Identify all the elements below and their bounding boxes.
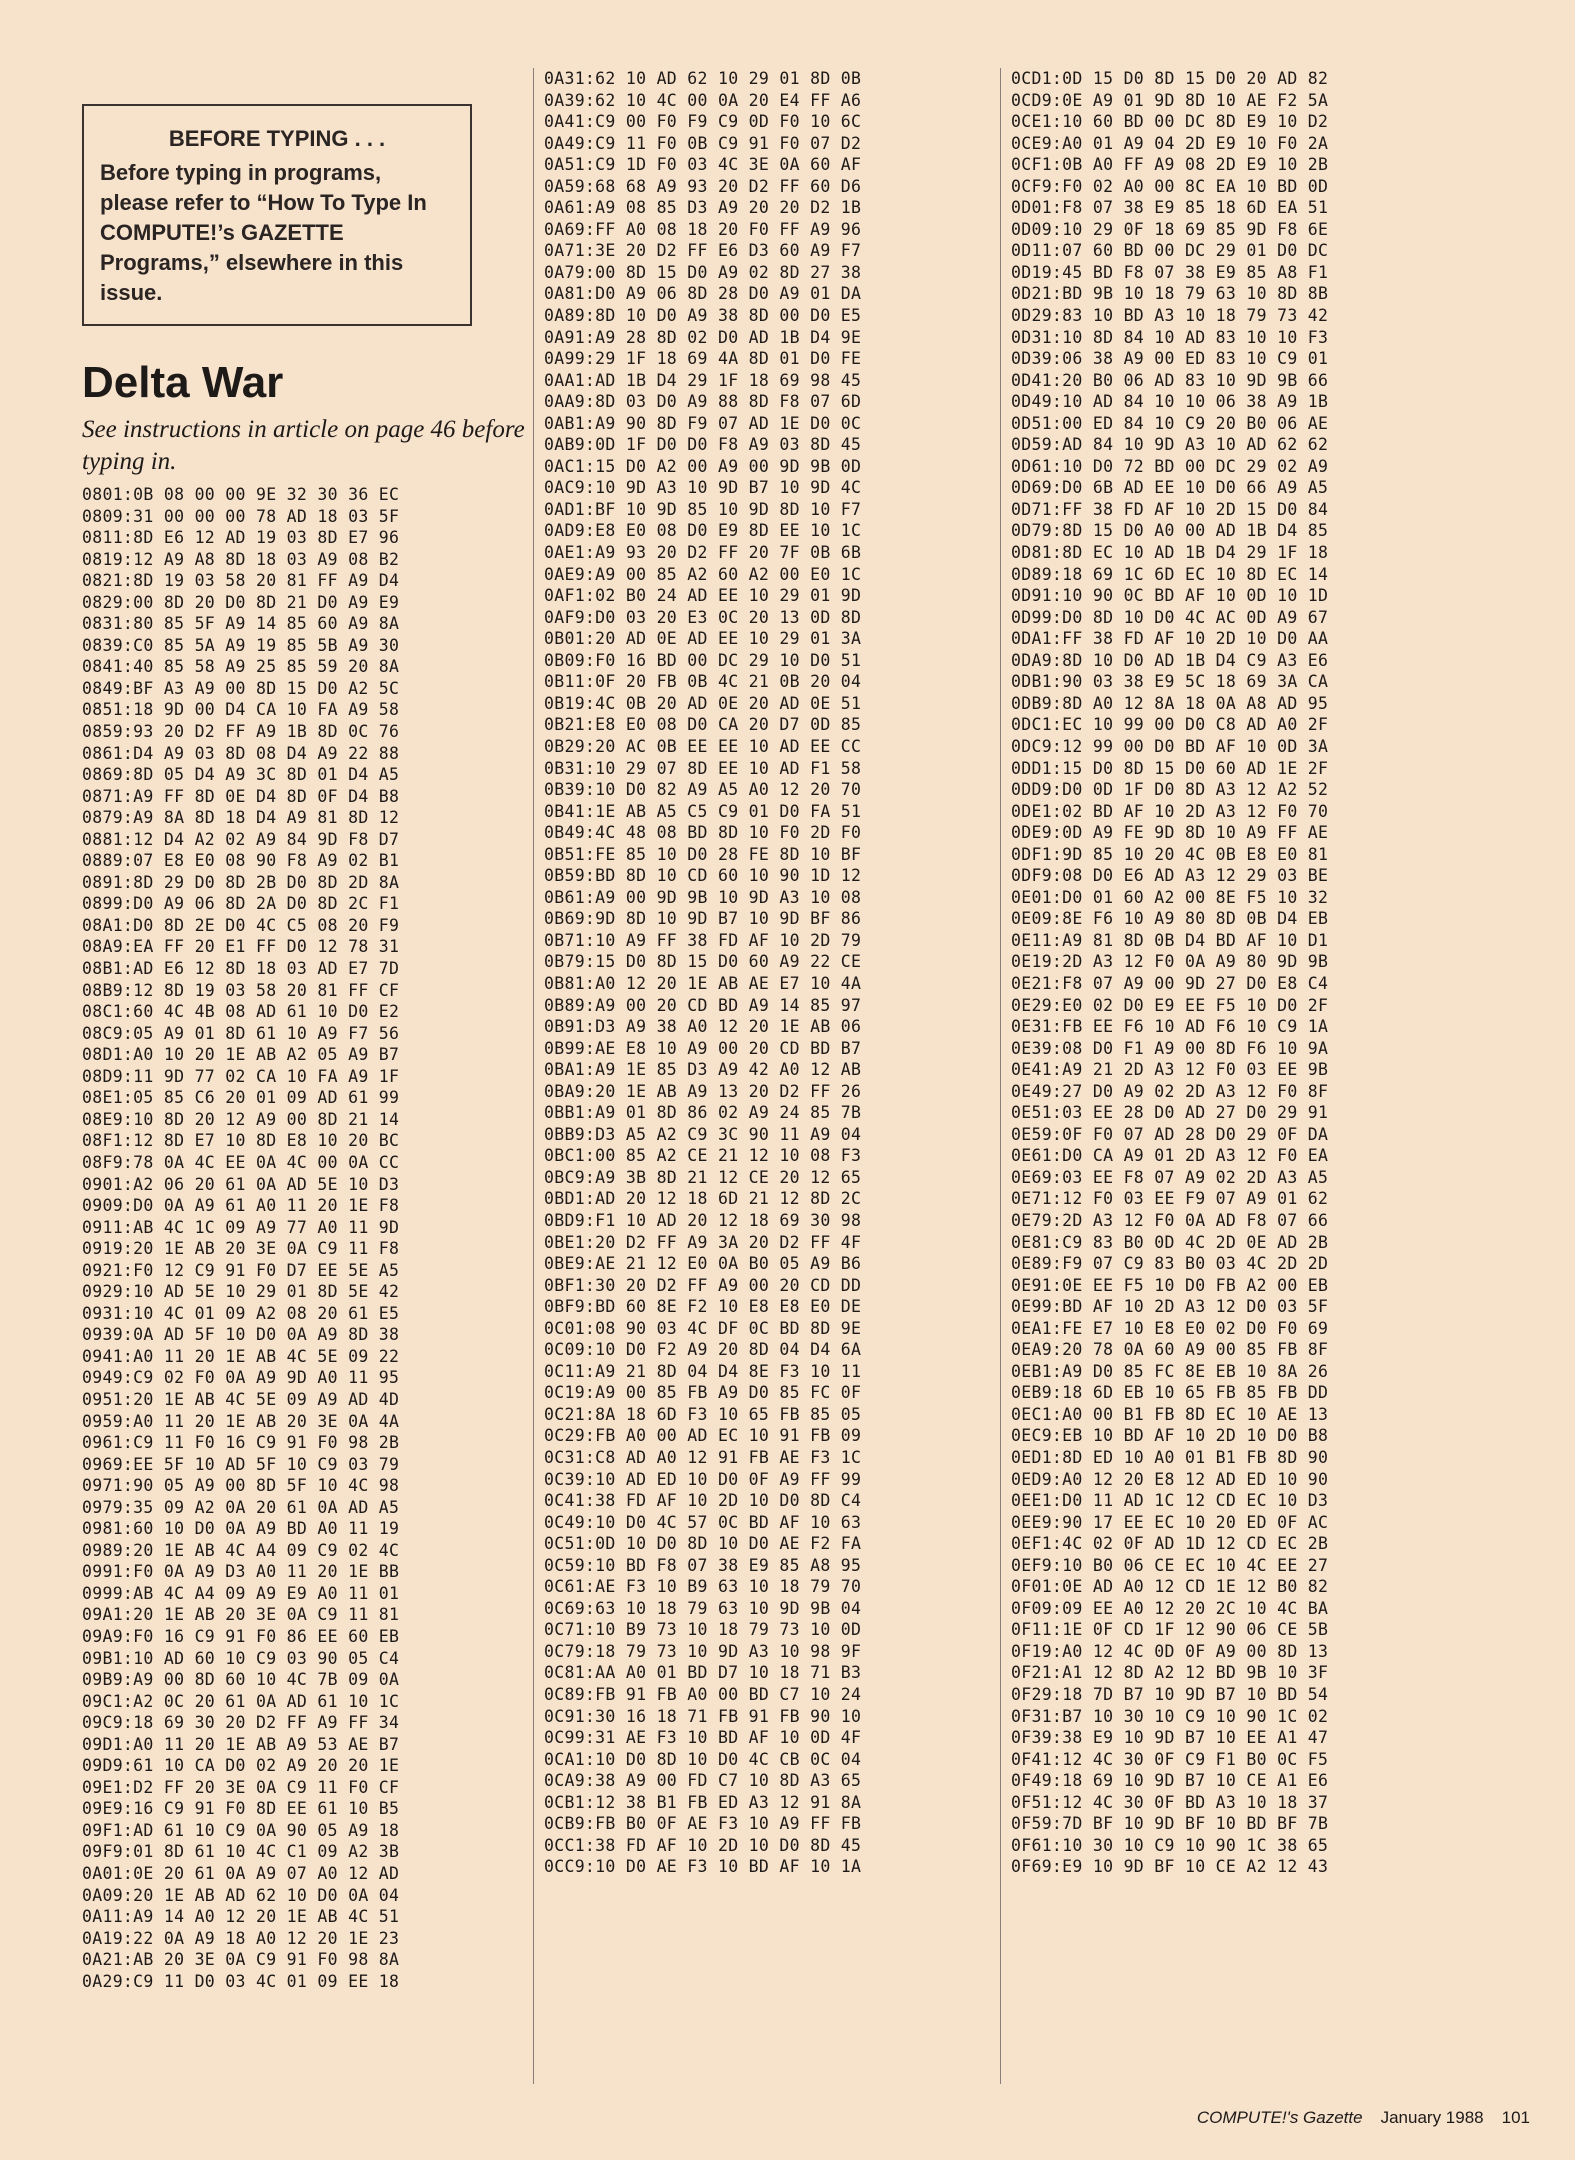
listing-line: 0B61:A9 00 9D 9B 10 9D A3 10 08 [544, 887, 862, 907]
listing-line: 0C41:38 FD AF 10 2D 10 D0 8D C4 [544, 1491, 862, 1511]
listing-line: 0A11:A9 14 A0 12 20 1E AB 4C 51 [82, 1907, 400, 1927]
column-2 [533, 68, 1000, 2084]
listing-line: 0B41:1E AB A5 C5 C9 01 D0 FA 51 [544, 801, 862, 821]
listing-line: 0B19:4C 0B 20 AD 0E 20 AD 0E 51 [544, 693, 862, 713]
listing-line: 08D9:11 9D 77 02 CA 10 FA A9 1F [82, 1066, 400, 1086]
listing-line: 0B69:9D 8D 10 9D B7 10 9D BF 86 [544, 909, 862, 929]
listing-line: 0B99:AE E8 10 A9 00 20 CD BD B7 [544, 1038, 862, 1058]
listing-line: 0BF1:30 20 D2 FF A9 00 20 CD DD [544, 1275, 862, 1295]
listing-line: 0849:BF A3 A9 00 8D 15 D0 A2 5C [82, 678, 400, 698]
listing-line: 0909:D0 0A A9 61 A0 11 20 1E F8 [82, 1196, 400, 1216]
listing-line: 0D99:D0 8D 10 D0 4C AC 0D A9 67 [1011, 607, 1329, 627]
listing-line: 0929:10 AD 5E 10 29 01 8D 5E 42 [82, 1282, 400, 1302]
listing-line: 0851:18 9D 00 D4 CA 10 FA A9 58 [82, 700, 400, 720]
listing-line: 0861:D4 A9 03 8D 08 D4 A9 22 88 [82, 743, 400, 763]
listing-line: 0971:90 05 A9 00 8D 5F 10 4C 98 [82, 1476, 400, 1496]
listing-line: 0A91:A9 28 8D 02 D0 AD 1B D4 9E [544, 327, 862, 347]
listing-line: 0841:40 85 58 A9 25 85 59 20 8A [82, 657, 400, 677]
listing-line: 0DB1:90 03 38 E9 5C 18 69 3A CA [1011, 672, 1329, 692]
listing-line: 0BE1:20 D2 FF A9 3A 20 D2 FF 4F [544, 1232, 862, 1252]
listing-line: 0919:20 1E AB 20 3E 0A C9 11 F8 [82, 1239, 400, 1259]
listing-line: 0E89:F9 07 C9 83 B0 03 4C 2D 2D [1011, 1254, 1329, 1274]
listing-line: 0AE1:A9 93 20 D2 FF 20 7F 0B 6B [544, 543, 862, 563]
listing-line: 0BE9:AE 21 12 E0 0A B0 05 A9 B6 [544, 1254, 862, 1274]
listing-line: 0E31:FB EE F6 10 AD F6 10 C9 1A [1011, 1017, 1329, 1037]
listing-line: 0839:C0 85 5A A9 19 85 5B A9 30 [82, 635, 400, 655]
listing-line: 0E39:08 D0 F1 A9 00 8D F6 10 9A [1011, 1038, 1329, 1058]
listing-line: 0C31:C8 AD A0 12 91 FB AE F3 1C [544, 1448, 862, 1467]
listing-line: 0F19:A0 12 4C 0D 0F A9 00 8D 13 [1011, 1641, 1329, 1661]
listing-line: 0F39:38 E9 10 9D B7 10 EE A1 47 [1011, 1728, 1329, 1748]
listing-line: 0C59:10 BD F8 07 38 E9 85 A8 95 [544, 1555, 862, 1575]
listing-line: 0801:0B 08 00 00 9E 32 30 36 EC [82, 485, 400, 504]
listing-line: 0F51:12 4C 30 0F BD A3 10 18 37 [1011, 1792, 1329, 1812]
listing-line: 08C1:60 4C 4B 08 AD 61 10 D0 E2 [82, 1002, 400, 1022]
listing-line: 0C51:0D 10 D0 8D 10 D0 AE F2 FA [544, 1534, 862, 1554]
listing-line: 0D41:20 B0 06 AD 83 10 9D 9B 66 [1011, 370, 1329, 390]
listing-line: 08E9:10 8D 20 12 A9 00 8D 21 14 [82, 1109, 400, 1129]
listing-line: 0F01:0E AD A0 12 CD 1E 12 B0 82 [1011, 1577, 1329, 1597]
listing-line: 0A89:8D 10 D0 A9 38 8D 00 D0 E5 [544, 306, 862, 326]
listing-line: 0B39:10 D0 82 A9 A5 A0 12 20 70 [544, 780, 862, 800]
listing-line: 0AC9:10 9D A3 10 9D B7 10 9D 4C [544, 478, 862, 498]
listing-line: 0D01:F8 07 38 E9 85 18 6D EA 51 [1011, 198, 1329, 218]
listing-line: 0C21:8A 18 6D F3 10 65 FB 85 05 [544, 1404, 862, 1424]
listing-line: 0F09:09 EE A0 12 20 2C 10 4C BA [1011, 1598, 1329, 1618]
listing-line: 0821:8D 19 03 58 20 81 FF A9 D4 [82, 571, 400, 591]
listing-line: 0D79:8D 15 D0 A0 00 AD 1B D4 85 [1011, 521, 1329, 541]
listing-line: 0C29:FB A0 00 AD EC 10 91 FB 09 [544, 1426, 862, 1446]
listing-line: 0A59:68 68 A9 93 20 D2 FF 60 D6 [544, 176, 862, 196]
listing-line: 0949:C9 02 F0 0A A9 9D A0 11 95 [82, 1368, 400, 1388]
listing-line: 09C9:18 69 30 20 D2 FF A9 FF 34 [82, 1713, 400, 1733]
listing-line: 0911:AB 4C 1C 09 A9 77 A0 11 9D [82, 1217, 400, 1237]
listing-line: 0CC1:38 FD AF 10 2D 10 D0 8D 45 [544, 1835, 862, 1855]
listing-line: 0A49:C9 11 F0 0B C9 91 F0 07 D2 [544, 133, 862, 153]
listing-line: 0B71:10 A9 FF 38 FD AF 10 2D 79 [544, 930, 862, 950]
listing-line: 0D91:10 90 0C BD AF 10 0D 10 1D [1011, 586, 1329, 606]
listing-line: 0899:D0 A9 06 8D 2A D0 8D 2C F1 [82, 894, 400, 914]
listing-line: 0AD1:BF 10 9D 85 10 9D 8D 10 F7 [544, 499, 862, 519]
listing-line: 0DC9:12 99 00 D0 BD AF 10 0D 3A [1011, 736, 1329, 756]
footer-page-number: 101 [1501, 2108, 1530, 2127]
listing-line: 0B09:F0 16 BD 00 DC 29 10 D0 51 [544, 650, 862, 670]
listing-line: 0D59:AD 84 10 9D A3 10 AD 62 62 [1011, 435, 1329, 455]
listing-line: 0969:EE 5F 10 AD 5F 10 C9 03 79 [82, 1454, 400, 1474]
program-listing-column-1 [82, 484, 530, 1992]
listing-line: 08C9:05 A9 01 8D 61 10 A9 F7 56 [82, 1023, 400, 1043]
listing-line: 0EB1:A9 D0 85 FC 8E EB 10 8A 26 [1011, 1361, 1329, 1381]
listing-line: 0F21:A1 12 8D A2 12 BD 9B 10 3F [1011, 1663, 1329, 1683]
listing-line: 0AB9:0D 1F D0 D0 F8 A9 03 8D 45 [544, 435, 862, 455]
listing-line: 0E11:A9 81 8D 0B D4 BD AF 10 D1 [1011, 930, 1329, 950]
listing-line: 0941:A0 11 20 1E AB 4C 5E 09 22 [82, 1346, 400, 1366]
listing-line: 0979:35 09 A2 0A 20 61 0A AD A5 [82, 1497, 400, 1517]
listing-line: 0D49:10 AD 84 10 10 06 38 A9 1B [1011, 392, 1329, 412]
listing-line: 0A19:22 0A A9 18 A0 12 20 1E 23 [82, 1928, 400, 1948]
listing-line: 0A01:0E 20 61 0A A9 07 A0 12 AD [82, 1864, 400, 1883]
listing-line: 0829:00 8D 20 D0 8D 21 D0 A9 E9 [82, 592, 400, 612]
listing-line: 0E61:D0 CA A9 01 2D A3 12 F0 EA [1011, 1146, 1329, 1166]
listing-line: 0EC1:A0 00 B1 FB 8D EC 10 AE 13 [1011, 1404, 1329, 1424]
listing-line: 0A81:D0 A9 06 8D 28 D0 A9 01 DA [544, 284, 862, 304]
listing-line: 0BF9:BD 60 8E F2 10 E8 E8 E0 DE [544, 1297, 862, 1317]
notice-heading: BEFORE TYPING . . . [168, 126, 386, 151]
listing-line: 0B79:15 D0 8D 15 D0 60 A9 22 CE [544, 952, 862, 972]
listing-line: 0DD1:15 D0 8D 15 D0 60 AD 1E 2F [1011, 758, 1329, 778]
listing-line: 0989:20 1E AB 4C A4 09 C9 02 4C [82, 1540, 400, 1560]
listing-line: 0E01:D0 01 60 A2 00 8E F5 10 32 [1011, 887, 1329, 907]
listing-line: 0DF9:08 D0 E6 AD A3 12 29 03 BE [1011, 866, 1329, 886]
listing-line: 08B9:12 8D 19 03 58 20 81 FF CF [82, 980, 400, 1000]
listing-line: 0D21:BD 9B 10 18 79 63 10 8D 8B [1011, 284, 1329, 304]
listing-line: 0EF9:10 B0 06 CE EC 10 4C EE 27 [1011, 1555, 1329, 1575]
listing-line: 0AF9:D0 03 20 E3 0C 20 13 0D 8D [544, 607, 862, 627]
listing-line: 0939:0A AD 5F 10 D0 0A A9 8D 38 [82, 1325, 400, 1345]
listing-line: 08E1:05 85 C6 20 01 09 AD 61 99 [82, 1088, 400, 1108]
listing-line: 0C89:FB 91 FB A0 00 BD C7 10 24 [544, 1685, 862, 1705]
listing-line: 09E9:16 C9 91 F0 8D EE 61 10 B5 [82, 1799, 400, 1819]
listing-line: 0AA9:8D 03 D0 A9 88 8D F8 07 6D [544, 392, 862, 412]
footer-date: January 1988 [1380, 2108, 1484, 2127]
listing-line: 0EE1:D0 11 AD 1C 12 CD EC 10 D3 [1011, 1491, 1329, 1511]
listing-line: 0CD1:0D 15 D0 8D 15 D0 20 AD 82 [1011, 69, 1329, 88]
listing-line: 0EB9:18 6D EB 10 65 FB 85 FB DD [1011, 1383, 1329, 1403]
listing-line: 0C39:10 AD ED 10 D0 0F A9 FF 99 [544, 1469, 862, 1489]
listing-line: 0E91:0E EE F5 10 D0 FB A2 00 EB [1011, 1275, 1329, 1295]
listing-line: 0DC1:EC 10 99 00 D0 C8 AD A0 2F [1011, 715, 1329, 735]
listing-line: 0D19:45 BD F8 07 38 E9 85 A8 F1 [1011, 262, 1329, 282]
listing-line: 0EC9:EB 10 BD AF 10 2D 10 D0 B8 [1011, 1426, 1329, 1446]
listing-line: 0881:12 D4 A2 02 A9 84 9D F8 D7 [82, 829, 400, 849]
listing-line: 0809:31 00 00 00 78 AD 18 03 5F [82, 506, 400, 526]
column-1 [82, 70, 530, 1992]
listing-line: 0A41:C9 00 F0 F9 C9 0D F0 10 6C [544, 112, 862, 132]
listing-line: 0CC9:10 D0 AE F3 10 BD AF 10 1A [544, 1857, 862, 1877]
listing-line: 0961:C9 11 F0 16 C9 91 F0 98 2B [82, 1433, 400, 1453]
listing-line: 0BB1:A9 01 8D 86 02 A9 24 85 7B [544, 1103, 862, 1123]
listing-line: 0C19:A9 00 85 FB A9 D0 85 FC 0F [544, 1383, 862, 1403]
listing-line: 0D51:00 ED 84 10 C9 20 B0 06 AE [1011, 413, 1329, 433]
listing-line: 0891:8D 29 D0 8D 2B D0 8D 2D 8A [82, 872, 400, 892]
listing-line: 0921:F0 12 C9 91 F0 D7 EE 5E A5 [82, 1260, 400, 1280]
listing-line: 0C69:63 10 18 79 63 10 9D 9B 04 [544, 1598, 862, 1618]
listing-line: 0DD9:D0 0D 1F D0 8D A3 12 A2 52 [1011, 780, 1329, 800]
listing-line: 0A61:A9 08 85 D3 A9 20 20 D2 1B [544, 198, 862, 218]
listing-line: 0AA1:AD 1B D4 29 1F 18 69 98 45 [544, 370, 862, 390]
listing-line: 0CF1:0B A0 FF A9 08 2D E9 10 2B [1011, 155, 1329, 175]
listing-line: 0DA9:8D 10 D0 AD 1B D4 C9 A3 E6 [1011, 650, 1329, 670]
listing-line: 0D31:10 8D 84 10 AD 83 10 10 F3 [1011, 327, 1329, 347]
listing-line: 09F9:01 8D 61 10 4C C1 09 A2 3B [82, 1842, 400, 1862]
listing-line: 0C99:31 AE F3 10 BD AF 10 0D 4F [544, 1728, 862, 1748]
listing-line: 0F49:18 69 10 9D B7 10 CE A1 E6 [1011, 1771, 1329, 1791]
listing-line: 0E49:27 D0 A9 02 2D A3 12 F0 8F [1011, 1081, 1329, 1101]
listing-line: 0DE9:0D A9 FE 9D 8D 10 A9 FF AE [1011, 823, 1329, 843]
listing-line: 0A39:62 10 4C 00 0A 20 E4 FF A6 [544, 90, 862, 110]
listing-line: 0AE9:A9 00 85 A2 60 A2 00 E0 1C [544, 564, 862, 584]
listing-line: 09C1:A2 0C 20 61 0A AD 61 10 1C [82, 1691, 400, 1711]
listing-line: 0871:A9 FF 8D 0E D4 8D 0F D4 B8 [82, 786, 400, 806]
listing-line: 0BB9:D3 A5 A2 C9 3C 90 11 A9 04 [544, 1124, 862, 1144]
listing-line: 0901:A2 06 20 61 0A AD 5E 10 D3 [82, 1174, 400, 1194]
before-typing-notice [82, 104, 472, 326]
listing-line: 08D1:A0 10 20 1E AB A2 05 A9 B7 [82, 1045, 400, 1065]
listing-line: 0C79:18 79 73 10 9D A3 10 98 9F [544, 1641, 862, 1661]
listing-line: 0B11:0F 20 FB 0B 4C 21 0B 20 04 [544, 672, 862, 692]
listing-line: 0D81:8D EC 10 AD 1B D4 29 1F 18 [1011, 543, 1329, 563]
listing-line: 0A99:29 1F 18 69 4A 8D 01 D0 FE [544, 349, 862, 369]
listing-line: 0A09:20 1E AB AD 62 10 D0 0A 04 [82, 1885, 400, 1905]
listing-line: 0D39:06 38 A9 00 ED 83 10 C9 01 [1011, 349, 1329, 369]
listing-line: 0E71:12 F0 03 EE F9 07 A9 01 62 [1011, 1189, 1329, 1209]
listing-line: 0D69:D0 6B AD EE 10 D0 66 A9 A5 [1011, 478, 1329, 498]
listing-line: 0991:F0 0A A9 D3 A0 11 20 1E BB [82, 1562, 400, 1582]
listing-line: 0A31:62 10 AD 62 10 29 01 8D 0B [544, 69, 862, 88]
listing-line: 0F61:10 30 10 C9 10 90 1C 38 65 [1011, 1835, 1329, 1855]
listing-line: 0EE9:90 17 EE EC 10 20 ED 0F AC [1011, 1512, 1329, 1532]
listing-line: 0A79:00 8D 15 D0 A9 02 8D 27 38 [544, 262, 862, 282]
listing-line: 0A51:C9 1D F0 03 4C 3E 0A 60 AF [544, 155, 862, 175]
listing-line: 0D09:10 29 0F 18 69 85 9D F8 6E [1011, 219, 1329, 239]
listing-line: 0DB9:8D A0 12 8A 18 0A A8 AD 95 [1011, 693, 1329, 713]
listing-line: 0859:93 20 D2 FF A9 1B 8D 0C 76 [82, 722, 400, 742]
listing-line: 0C81:AA A0 01 BD D7 10 18 71 B3 [544, 1663, 862, 1683]
listing-line: 0B89:A9 00 20 CD BD A9 14 85 97 [544, 995, 862, 1015]
listing-line: 0ED1:8D ED 10 A0 01 B1 FB 8D 90 [1011, 1448, 1329, 1467]
column-3 [1000, 68, 1503, 2084]
listing-line: 09E1:D2 FF 20 3E 0A C9 11 F0 CF [82, 1777, 400, 1797]
listing-line: 0E29:E0 02 D0 E9 EE F5 10 D0 2F [1011, 995, 1329, 1015]
listing-line: 0F69:E9 10 9D BF 10 CE A2 12 43 [1011, 1857, 1329, 1877]
listing-line: 0BD1:AD 20 12 18 6D 21 12 8D 2C [544, 1189, 862, 1209]
listing-line: 0E51:03 EE 28 D0 AD 27 D0 29 91 [1011, 1103, 1329, 1123]
listing-line: 08F9:78 0A 4C EE 0A 4C 00 0A CC [82, 1152, 400, 1172]
article-title: Delta War [82, 358, 284, 407]
listing-line: 0CE9:A0 01 A9 04 2D E9 10 F0 2A [1011, 133, 1329, 153]
listing-line: 0981:60 10 D0 0A A9 BD A0 11 19 [82, 1519, 400, 1539]
listing-line: 0E81:C9 83 B0 0D 4C 2D 0E AD 2B [1011, 1232, 1329, 1252]
listing-line: 0F31:B7 10 30 10 C9 10 90 1C 02 [1011, 1706, 1329, 1726]
listing-line: 0CD9:0E A9 01 9D 8D 10 AE F2 5A [1011, 90, 1329, 110]
listing-line: 0EF1:4C 02 0F AD 1D 12 CD EC 2B [1011, 1534, 1329, 1554]
listing-line: 0C71:10 B9 73 10 18 79 73 10 0D [544, 1620, 862, 1640]
listing-line: 09B9:A9 00 8D 60 10 4C 7B 09 0A [82, 1670, 400, 1690]
listing-line: 08A1:D0 8D 2E D0 4C C5 08 20 F9 [82, 915, 400, 935]
listing-line: 0EA1:FE E7 10 E8 E0 02 D0 F0 69 [1011, 1318, 1329, 1338]
listing-line: 0BA9:20 1E AB A9 13 20 D2 FF 26 [544, 1081, 862, 1101]
listing-line: 0B31:10 29 07 8D EE 10 AD F1 58 [544, 758, 862, 778]
listing-line: 0869:8D 05 D4 A9 3C 8D 01 D4 A5 [82, 765, 400, 785]
listing-line: 0CE1:10 60 BD 00 DC 8D E9 10 D2 [1011, 112, 1329, 132]
listing-line: 0EA9:20 78 0A 60 A9 00 85 FB 8F [1011, 1340, 1329, 1360]
listing-line: 0A21:AB 20 3E 0A C9 91 F0 98 8A [82, 1950, 400, 1970]
listing-line: 0F29:18 7D B7 10 9D B7 10 BD 54 [1011, 1685, 1329, 1705]
listing-line: 0CA9:38 A9 00 FD C7 10 8D A3 65 [544, 1771, 862, 1791]
listing-line: 0AD9:E8 E0 08 D0 E9 8D EE 10 1C [544, 521, 862, 541]
listing-line: 0BC1:00 85 A2 CE 21 12 10 08 F3 [544, 1146, 862, 1166]
listing-line: 09F1:AD 61 10 C9 0A 90 05 A9 18 [82, 1820, 400, 1840]
listing-line: 0AB1:A9 90 8D F9 07 AD 1E D0 0C [544, 413, 862, 433]
listing-line: 08A9:EA FF 20 E1 FF D0 12 78 31 [82, 937, 400, 957]
listing-line: 0BD9:F1 10 AD 20 12 18 69 30 98 [544, 1210, 862, 1230]
listing-line: 0E59:0F F0 07 AD 28 D0 29 0F DA [1011, 1124, 1329, 1144]
listing-line: 0C91:30 16 18 71 FB 91 FB 90 10 [544, 1706, 862, 1726]
listing-line: 0B21:E8 E0 08 D0 CA 20 D7 0D 85 [544, 715, 862, 735]
listing-line: 0CB9:FB B0 0F AE F3 10 A9 FF FB [544, 1814, 862, 1834]
listing-line: 0811:8D E6 12 AD 19 03 8D E7 96 [82, 528, 400, 548]
listing-line: 0D61:10 D0 72 BD 00 DC 29 02 A9 [1011, 456, 1329, 476]
listing-line: 09A1:20 1E AB 20 3E 0A C9 11 81 [82, 1605, 400, 1625]
listing-line: 0E09:8E F6 10 A9 80 8D 0B D4 EB [1011, 909, 1329, 929]
listing-line: 09D1:A0 11 20 1E AB A9 53 AE B7 [82, 1734, 400, 1754]
listing-line: 0CB1:12 38 B1 FB ED A3 12 91 8A [544, 1792, 862, 1812]
listing-line: 0CA1:10 D0 8D 10 D0 4C CB 0C 04 [544, 1749, 862, 1769]
listing-line: 0C01:08 90 03 4C DF 0C BD 8D 9E [544, 1318, 862, 1338]
listing-line: 0D89:18 69 1C 6D EC 10 8D EC 14 [1011, 564, 1329, 584]
listing-line: 0BC9:A9 3B 8D 21 12 CE 20 12 65 [544, 1167, 862, 1187]
notice-body: Before typing in programs, please refer to “How To Type In COMPUTE!’s GAZETTE Programs,” elsewhere in this issue. [100, 160, 427, 305]
listing-line: 0959:A0 11 20 1E AB 20 3E 0A 4A [82, 1411, 400, 1431]
listing-line: 0AF1:02 B0 24 AD EE 10 29 01 9D [544, 586, 862, 606]
listing-line: 0931:10 4C 01 09 A2 08 20 61 E5 [82, 1303, 400, 1323]
listing-line: 0E99:BD AF 10 2D A3 12 D0 03 5F [1011, 1297, 1329, 1317]
listing-line: 0E79:2D A3 12 F0 0A AD F8 07 66 [1011, 1210, 1329, 1230]
listing-line: 0C49:10 D0 4C 57 0C BD AF 10 63 [544, 1512, 862, 1532]
page-footer [1090, 2108, 1530, 2128]
listing-line: 0951:20 1E AB 4C 5E 09 A9 AD 4D [82, 1389, 400, 1409]
listing-line: 0A71:3E 20 D2 FF E6 D3 60 A9 F7 [544, 241, 862, 261]
listing-line: 0B81:A0 12 20 1E AB AE E7 10 4A [544, 973, 862, 993]
listing-line: 08F1:12 8D E7 10 8D E8 10 20 BC [82, 1131, 400, 1151]
program-listing-column-2 [544, 68, 1000, 1878]
listing-line: 0F11:1E 0F CD 1F 12 90 06 CE 5B [1011, 1620, 1329, 1640]
listing-line: 0831:80 85 5F A9 14 85 60 A9 8A [82, 614, 400, 634]
listing-line: 0F59:7D BF 10 9D BF 10 BD BF 7B [1011, 1814, 1329, 1834]
listing-line: 0A69:FF A0 08 18 20 F0 FF A9 96 [544, 219, 862, 239]
program-listing-column-3 [1011, 68, 1503, 1878]
listing-line: 08B1:AD E6 12 8D 18 03 AD E7 7D [82, 959, 400, 979]
listing-line: 0889:07 E8 E0 08 90 F8 A9 02 B1 [82, 851, 400, 871]
listing-line: 0E69:03 EE F8 07 A9 02 2D A3 A5 [1011, 1167, 1329, 1187]
listing-line: 0D29:83 10 BD A3 10 18 79 73 42 [1011, 306, 1329, 326]
listing-line: 0E21:F8 07 A9 00 9D 27 D0 E8 C4 [1011, 973, 1329, 993]
listing-line: 0F41:12 4C 30 0F C9 F1 B0 0C F5 [1011, 1749, 1329, 1769]
listing-line: 0E19:2D A3 12 F0 0A A9 80 9D 9B [1011, 952, 1329, 972]
listing-line: 09A9:F0 16 C9 91 F0 86 EE 60 EB [82, 1626, 400, 1646]
listing-line: 0E41:A9 21 2D A3 12 F0 03 EE 9B [1011, 1060, 1329, 1080]
listing-line: 0819:12 A9 A8 8D 18 03 A9 08 B2 [82, 549, 400, 569]
listing-line: 0B91:D3 A9 38 A0 12 20 1E AB 06 [544, 1017, 862, 1037]
listing-line: 0B59:BD 8D 10 CD 60 10 90 1D 12 [544, 866, 862, 886]
listing-line: 0999:AB 4C A4 09 A9 E9 A0 11 01 [82, 1583, 400, 1603]
listing-line: 0CF9:F0 02 A0 00 8C EA 10 BD 0D [1011, 176, 1329, 196]
listing-line: 0C11:A9 21 8D 04 D4 8E F3 10 11 [544, 1361, 862, 1381]
listing-line: 0DF1:9D 85 10 20 4C 0B E8 E0 81 [1011, 844, 1329, 864]
listing-line: 0DA1:FF 38 FD AF 10 2D 10 D0 AA [1011, 629, 1329, 649]
listing-line: 0A29:C9 11 D0 03 4C 01 09 EE 18 [82, 1971, 400, 1991]
listing-line: 0AC1:15 D0 A2 00 A9 00 9D 9B 0D [544, 456, 862, 476]
listing-line: 09B1:10 AD 60 10 C9 03 90 05 C4 [82, 1648, 400, 1668]
listing-line: 0BA1:A9 1E 85 D3 A9 42 A0 12 AB [544, 1060, 862, 1080]
listing-line: 0C61:AE F3 10 B9 63 10 18 79 70 [544, 1577, 862, 1597]
listing-line: 0C09:10 D0 F2 A9 20 8D 04 D4 6A [544, 1340, 862, 1360]
listing-line: 0D11:07 60 BD 00 DC 29 01 D0 DC [1011, 241, 1329, 261]
listing-line: 0879:A9 8A 8D 18 D4 A9 81 8D 12 [82, 808, 400, 828]
listing-line: 0D71:FF 38 FD AF 10 2D 15 D0 84 [1011, 499, 1329, 519]
listing-line: 09D9:61 10 CA D0 02 A9 20 20 1E [82, 1756, 400, 1776]
listing-line: 0DE1:02 BD AF 10 2D A3 12 F0 70 [1011, 801, 1329, 821]
listing-line: 0B49:4C 48 08 BD 8D 10 F0 2D F0 [544, 823, 862, 843]
footer-magazine: COMPUTE!'s Gazette [1196, 2108, 1363, 2127]
listing-line: 0B29:20 AC 0B EE EE 10 AD EE CC [544, 736, 862, 756]
listing-line: 0ED9:A0 12 20 E8 12 AD ED 10 90 [1011, 1469, 1329, 1489]
listing-line: 0B51:FE 85 10 D0 28 FE 8D 10 BF [544, 844, 862, 864]
article-subtitle: See instructions in article on page 46 before typing in. [82, 416, 525, 475]
listing-line: 0B01:20 AD 0E AD EE 10 29 01 3A [544, 629, 862, 649]
